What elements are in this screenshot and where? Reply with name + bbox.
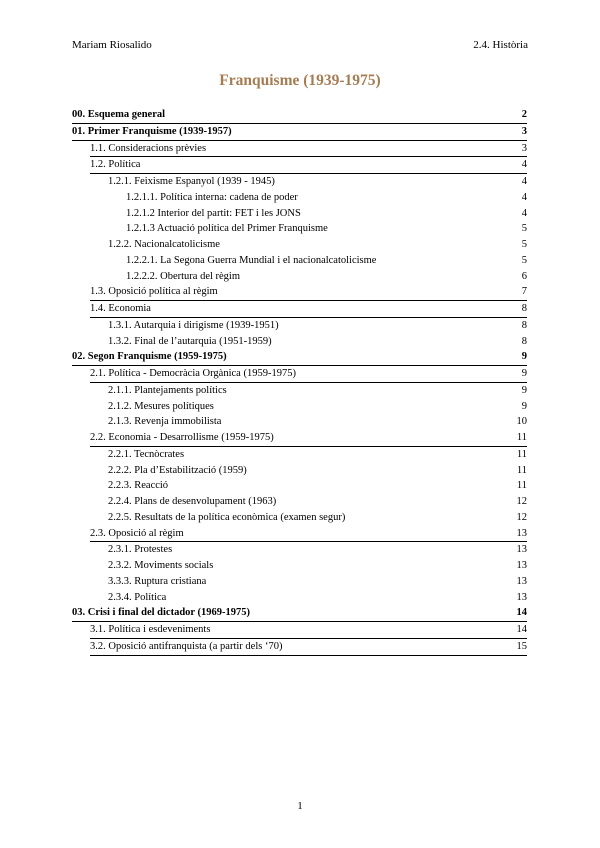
toc-entry-page: 4 — [521, 207, 527, 219]
toc-entry-page: 12 — [516, 496, 527, 507]
toc-entry-page: 13 — [516, 591, 527, 603]
toc-entry[interactable] — [72, 349, 527, 366]
toc-entry[interactable] — [72, 269, 527, 285]
toc-entry-label: 2.2.3. Reacció — [108, 480, 169, 492]
toc-entry[interactable] — [72, 383, 527, 399]
toc-entry[interactable] — [72, 221, 527, 237]
page-number: 1 — [297, 800, 303, 812]
toc-entry-label: 2.3.1. Protestes — [108, 544, 173, 556]
toc-entry-page: 14 — [516, 607, 527, 619]
toc-entry-page: 3 — [521, 142, 527, 154]
toc-entry[interactable] — [72, 318, 527, 334]
toc-entry[interactable] — [72, 463, 527, 479]
toc-entry-page: 11 — [516, 480, 527, 492]
toc-entry-page: 13 — [516, 560, 527, 571]
toc-entry[interactable] — [72, 542, 527, 558]
toc-entry-label: 1.3.1. Autarquia i dirigisme (1939-1951) — [108, 319, 279, 331]
toc-entry-page: 5 — [521, 223, 527, 235]
toc-entry[interactable] — [72, 237, 527, 253]
toc-entry[interactable] — [72, 510, 527, 526]
document-title: Franquisme (1939-1975) — [219, 72, 381, 89]
toc-entry[interactable] — [72, 190, 527, 206]
toc-entry[interactable] — [72, 478, 527, 494]
toc-entry-label: 2.3. Oposició al règim — [90, 527, 184, 539]
toc-entry-label: 3.1. Política i esdeveniments — [90, 624, 211, 635]
toc-entry-page: 15 — [516, 640, 527, 652]
toc-entry[interactable] — [72, 605, 527, 622]
toc-entry[interactable] — [72, 494, 527, 510]
toc-entry[interactable] — [90, 622, 527, 639]
toc-entry-page: 4 — [521, 191, 527, 203]
toc-entry-label: 2.2.5. Resultats de la política econòmica (examen segur) — [108, 511, 346, 523]
toc-entry-page: 11 — [516, 464, 527, 476]
toc-entry-page: 8 — [521, 303, 527, 314]
header-author: Mariam Riosalido — [72, 39, 152, 51]
toc-entry-label: 02. Segon Franquisme (1959-1975) — [72, 351, 227, 363]
toc-entry-page: 3 — [521, 125, 527, 137]
toc-entry-page: 4 — [521, 159, 527, 171]
header-section: 2.4. Història — [473, 39, 528, 51]
toc-entry-page: 4 — [521, 176, 527, 187]
page-header — [72, 39, 528, 53]
toc-entry[interactable] — [90, 639, 527, 656]
toc-entry-page: 11 — [516, 448, 527, 460]
toc-entry-page: 9 — [521, 400, 527, 412]
toc-entry[interactable] — [72, 253, 527, 269]
toc-entry-label: 2.1. Política - Democràcia Orgànica (1959-1975) — [90, 368, 296, 379]
toc-entry-page: 13 — [516, 544, 527, 556]
toc-entry-label: 03. Crisi i final del dictador (1969-1975) — [72, 607, 251, 619]
toc-entry[interactable] — [90, 430, 527, 447]
toc-entry-label: 1.2.1.3 Actuació política del Primer Franquisme — [126, 223, 328, 235]
toc-entry-label: 1.4. Economia — [90, 303, 151, 314]
toc-entry[interactable] — [72, 174, 527, 190]
toc-entry-page: 8 — [521, 319, 527, 331]
toc-entry-label: 1.2.2.2. Obertura del règim — [126, 270, 241, 282]
toc-entry[interactable] — [72, 334, 527, 350]
toc-entry-label: 2.2.1. Tecnòcrates — [108, 448, 185, 460]
toc-entry-label: 1.2.2. Nacionalcatolicisme — [108, 239, 220, 250]
table-of-contents — [72, 107, 527, 656]
toc-entry-label: 2.2. Economia - Desarrollisme (1959-1975) — [90, 432, 274, 443]
toc-entry-page: 12 — [516, 511, 527, 523]
toc-entry-label: 3.2. Oposició antifranquista (a partir dels ‘70) — [90, 640, 283, 652]
toc-entry-page: 14 — [516, 624, 527, 635]
toc-entry[interactable] — [72, 590, 527, 606]
toc-entry-label: 00. Esquema general — [72, 109, 166, 120]
toc-entry-label: 1.2.1.2 Interior del partit: FET i les JONS — [126, 207, 301, 219]
toc-entry-label: 2.1.1. Plantejaments polítics — [108, 384, 227, 396]
toc-entry[interactable] — [90, 526, 527, 543]
toc-entry-page: 7 — [521, 286, 527, 298]
toc-entry[interactable] — [90, 284, 527, 301]
toc-entry[interactable] — [90, 157, 527, 174]
toc-entry[interactable] — [90, 366, 527, 383]
toc-entry-page: 9 — [521, 351, 527, 363]
toc-entry-page: 9 — [521, 368, 527, 379]
toc-entry-page: 5 — [521, 254, 527, 266]
toc-entry-label: 1.2.1.1. Política interna: cadena de poder — [126, 191, 298, 203]
toc-entry-label: 2.2.2. Pla d’Estabilització (1959) — [108, 464, 247, 476]
toc-entry-label: 1.1. Consideracions prèvies — [90, 142, 207, 154]
toc-entry[interactable] — [72, 107, 527, 124]
toc-entry-label: 01. Primer Franquisme (1939-1957) — [72, 125, 232, 137]
toc-entry-label: 2.1.3. Revenja immobilista — [108, 416, 222, 428]
toc-entry[interactable] — [90, 141, 527, 158]
toc-entry-label: 1.3.2. Final de l’autarquia (1951-1959) — [108, 335, 272, 347]
toc-entry-label: 2.2.4. Plans de desenvolupament (1963) — [108, 496, 277, 507]
toc-entry-page: 11 — [516, 432, 527, 443]
toc-entry-label: 2.3.4. Política — [108, 591, 167, 603]
toc-entry[interactable] — [72, 124, 527, 141]
toc-entry-page: 13 — [516, 527, 527, 539]
toc-entry[interactable] — [72, 206, 527, 222]
toc-entry-page: 10 — [516, 416, 527, 428]
toc-entry-label: 3.3.3. Ruptura cristiana — [108, 575, 207, 587]
toc-entry[interactable] — [72, 414, 527, 430]
toc-entry-label: 2.1.2. Mesures polítiques — [108, 400, 214, 412]
toc-entry[interactable] — [72, 558, 527, 574]
toc-entry-page: 5 — [521, 239, 527, 250]
toc-entry-page: 2 — [521, 109, 527, 120]
toc-entry-page: 8 — [521, 335, 527, 347]
toc-entry[interactable] — [72, 447, 527, 463]
toc-entry-page: 13 — [516, 575, 527, 587]
toc-entry-label: 1.2.1. Feixisme Espanyol (1939 - 1945) — [108, 176, 275, 187]
toc-entry-label: 1.3. Oposició política al règim — [90, 286, 218, 298]
toc-entry-label: 1.2.2.1. La Segona Guerra Mundial i el nacionalcatolicisme — [126, 254, 377, 266]
toc-entry-label: 2.3.2. Moviments socials — [108, 560, 214, 571]
toc-entry-page: 9 — [521, 384, 527, 396]
toc-entry[interactable] — [72, 399, 527, 415]
toc-entry-label: 1.2. Política — [90, 159, 141, 171]
toc-entry-page: 6 — [521, 270, 527, 282]
toc-entry[interactable] — [72, 574, 527, 590]
toc-entry[interactable] — [90, 301, 527, 318]
